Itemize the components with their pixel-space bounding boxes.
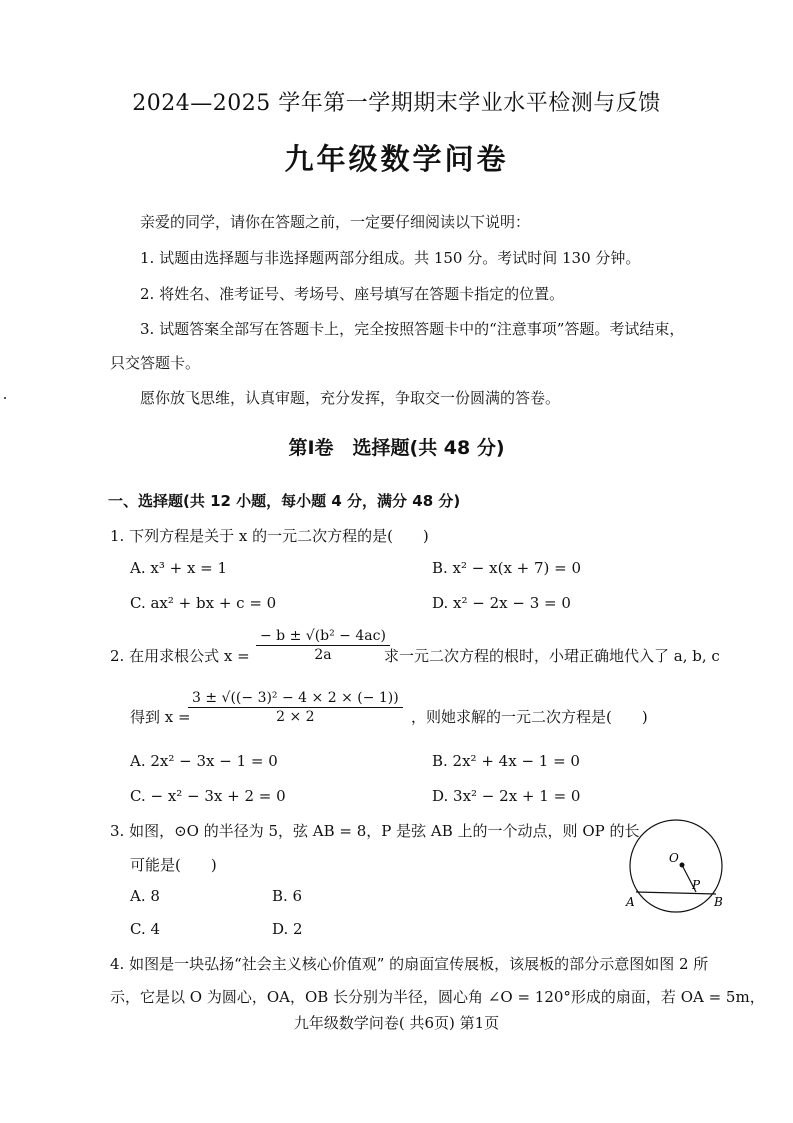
q1-option-a: A. x³ + x = 1	[130, 559, 228, 577]
label-p: P	[692, 878, 701, 892]
part-heading: 一、选择题(共 12 小题，每小题 4 分，满分 48 分)	[108, 492, 461, 510]
q3-stem: 3. 如图，⊙O 的半径为 5，弦 AB = 8，P 是弦 AB 上的一个动点，则 OP 的长	[110, 822, 640, 840]
q2-formula-denominator: 2a	[314, 647, 332, 663]
center-point	[680, 863, 685, 868]
label-b: B	[714, 895, 723, 909]
q2-sub-numerator: 3 ± √((− 3)² − 4 × 2 × (− 1))	[188, 690, 403, 708]
label-o: O	[669, 851, 679, 865]
q1-option-d: D. x² − 2x − 3 = 0	[432, 594, 571, 612]
paper-title: 九年级数学问卷	[284, 142, 509, 176]
label-a: A	[626, 895, 635, 909]
circle-o	[630, 820, 722, 912]
q1-option-c: C. ax² + bx + c = 0	[130, 594, 277, 612]
q2-line2-lead: 得到 x =	[130, 708, 191, 726]
instructions-wish: 愿你放飞思维，认真审题，充分发挥，争取交一份圆满的答卷。	[140, 389, 561, 407]
instruction-item-3: 3. 试题答案全部写在答题卡上，完全按照答题卡中的“注意事项”答题。考试结束，	[140, 320, 685, 338]
instruction-item-3-cont: 只交答题卡。	[110, 354, 201, 372]
q2-option-a: A. 2x² − 3x − 1 = 0	[130, 752, 278, 770]
exam-title: 2024—2025 学年第一学期期末学业水平检测与反馈	[132, 91, 661, 116]
q2-line2-tail: ，则她求解的一元二次方程是( )	[411, 708, 648, 726]
q3-circle-figure	[620, 814, 740, 920]
page-footer: 九年级数学问卷( 共6页) 第1页	[293, 1014, 500, 1032]
q2-option-b: B. 2x² + 4x − 1 = 0	[432, 752, 580, 770]
q1-stem: 1. 下列方程是关于 x 的一元二次方程的是( )	[110, 527, 429, 545]
instruction-item-1: 1. 试题由选择题与非选择题两部分组成。共 150 分。考试时间 130 分钟。	[140, 249, 641, 267]
q4-line-1: 4. 如图是一块弘扬“社会主义核心价值观” 的扇面宣传展板，该展板的部分示意图如图 2 所	[110, 955, 709, 973]
scan-speck	[4, 397, 6, 399]
q3-stem-cont: 可能是( )	[130, 856, 217, 874]
chord-ab	[636, 892, 716, 894]
q2-formula-numerator: − b ± √(b² − 4ac)	[256, 628, 390, 646]
section-title: 第Ⅰ卷 选择题(共 48 分)	[288, 437, 505, 459]
q2-sub-denominator: 2 × 2	[276, 709, 315, 725]
q3-option-c: C. 4	[130, 920, 161, 938]
q2-substituted-formula	[188, 690, 403, 725]
q2-option-d: D. 3x² − 2x + 1 = 0	[432, 787, 581, 805]
q2-lead: 2. 在用求根公式 x =	[110, 647, 250, 665]
q3-option-d: D. 2	[272, 920, 303, 938]
q2-quadratic-formula	[256, 628, 390, 663]
q4-line-2: 示，它是以 O 为圆心，OA，OB 长分别为半径，圆心角 ∠O = 120°形成的扇面，若 OA = 5m，	[110, 988, 765, 1006]
q3-option-a: A. 8	[130, 887, 160, 905]
q2-option-c: C. − x² − 3x + 2 = 0	[130, 787, 286, 805]
q1-option-b: B. x² − x(x + 7) = 0	[432, 559, 582, 577]
q2-tail: 求一元二次方程的根时，小珺正确地代入了 a, b, c	[384, 647, 720, 665]
instructions-greeting: 亲爱的同学，请你在答题之前，一定要仔细阅读以下说明：	[140, 213, 531, 231]
instruction-item-2: 2. 将姓名、准考证号、考场号、座号填写在答题卡指定的位置。	[140, 285, 565, 303]
q3-option-b: B. 6	[272, 887, 303, 905]
